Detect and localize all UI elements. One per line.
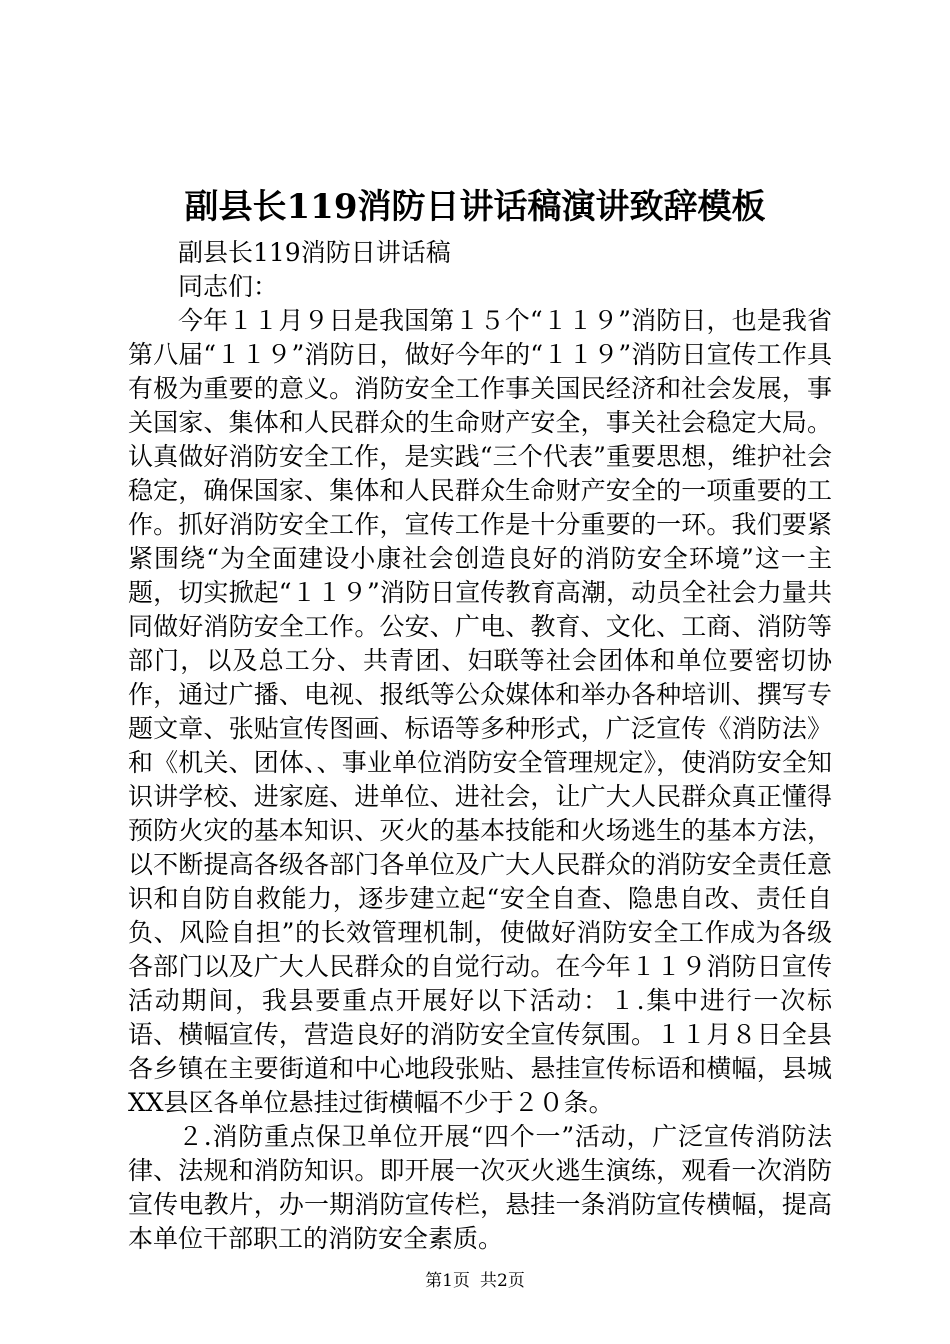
body-paragraph: 今年１１月９日是我国第１５个“１１９”消防日，也是我省第八届“１１９”消防日，做好今年的“１１９”消防日宣传工作具有极为重要的意义。消防安全工作事关国民经济和社会发展，事关国家、集体和人民群众的生命财产安全，事关社会稳定大局。认真做好消防安全工作，是实践“三个代表”重要思想，维护社会稳定，确保国家、集体和人民群众生命财产安全的一项重要的工作。抓好消防安全工作，宣传工作是十分重要的一环。我们要紧紧围绕“为全面建设小康社会创造良好的消防安全环境”这一主题，切实掀起“１１９”消防日宣传教育高潮，动员全社会力量共同做好消防安全工作。公安、广电、教育、文化、工商、消防等部门，以及总工分、共青团、妇联等社会团体和单位要密切协作，通过广播、电视、报纸等公众媒体和举办各种培训、撰写专题文章、张贴宣传图画、标语等多种形式，广泛宣传《消防法》和《机关、团体、、事业单位消防安全管理规定》，使消防安全知识讲学校、进家庭、进单位、进社会，让广大人民群众真正懂得预防火灾的基本知识、灭火的基本技能和火场逃生的基本方法，以不断提高各级各部门各单位及广大人民群众的消防安全责任意识和自防自救能力，逐步建立起“安全自查、隐患自改、责任自负、风险自担”的长效管理机制，使做好消防安全工作成为各级各部门以及广大人民群众的自觉行动。在今年１１９消防日宣传活动期间，我县要重点开展好以下活动：１.集中进行一次标语、横幅宣传，营造良好的消防安全宣传氛围。１１月８日全县各乡镇在主要街道和中心地段张贴、悬挂宣传标语和横幅，县城XX县区各单位悬挂过街横幅不少于２０条。 — [128, 306, 832, 1117]
salutation: 同志们： — [178, 272, 279, 301]
page-total: 共2页 — [480, 1271, 525, 1291]
speech-subtitle: 副县长119消防日讲话稿 — [178, 238, 451, 267]
page-footer — [0, 1270, 950, 1292]
document-body — [128, 236, 832, 1256]
page-number: 第1页 — [425, 1271, 470, 1291]
body-paragraph: ２.消防重点保卫单位开展“四个一”活动，广泛宣传消防法律、法规和消防知识。即开展一次灭火逃生演练，观看一次消防宣传电教片，办一期消防宣传栏，悬挂一条消防宣传横幅，提高本单位干部职工的消防安全素质。 — [128, 1122, 832, 1253]
document-title: 副县长119消防日讲话稿演讲致辞模板 — [184, 187, 766, 227]
